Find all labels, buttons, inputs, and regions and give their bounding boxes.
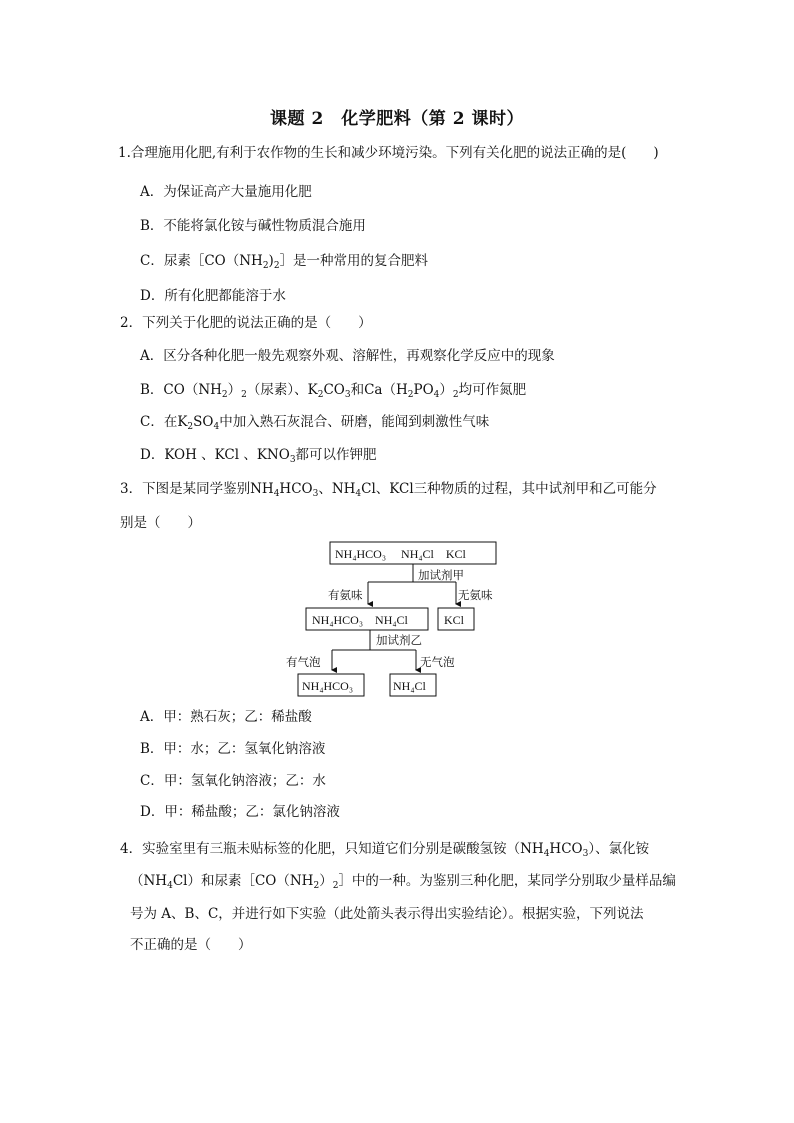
- q2-b-s7: 2: [452, 390, 459, 400]
- q3-stem-s3: 4: [355, 489, 362, 499]
- q2-b-t6: PO: [413, 382, 434, 398]
- q4-line3: 号为 A、B、C，并进行如下实验（此处箭头表示得出实验结论）。根据实验，下列说法: [130, 906, 644, 922]
- q4-l2-s1: 4: [167, 881, 173, 891]
- top-substances-text: NH₄HCO₃ NH₄Cl KCl: [335, 547, 466, 561]
- q2-b-s4: 3: [344, 390, 351, 400]
- q4-l1-s2: 3: [582, 849, 589, 859]
- q2-c-t3: 中加入熟石灰混合、研磨，能闻到刺激性气味: [219, 414, 490, 430]
- q4-l2-s3: 2: [332, 881, 339, 891]
- q4-l1-s1: 4: [543, 849, 550, 859]
- q2-b-t7: ）: [439, 382, 453, 398]
- q2-option-d: [140, 446, 377, 464]
- q1-c-sub1: 2: [262, 261, 269, 271]
- q4-line2: [130, 872, 676, 890]
- q2-b-t5: 和Ca（H: [350, 382, 408, 398]
- q3-stem-t2: HCO: [279, 481, 313, 497]
- q3-stem-t3: 、NH: [318, 481, 356, 497]
- q1-c-sub2: 2: [273, 261, 280, 271]
- q2-b-t4: CO: [323, 382, 345, 398]
- q2-d-t1: D．KOH 、KCl 、KNO: [140, 447, 290, 463]
- q4-l2-t1: （NH: [130, 873, 168, 889]
- q4-line1: [120, 840, 649, 858]
- q2-option-c: [140, 413, 489, 431]
- q4-l2-t2: Cl）和尿素［CO（NH: [172, 873, 314, 889]
- q2-c-s2: 4: [213, 422, 220, 432]
- q2-b-t1: B．CO（NH: [140, 382, 222, 398]
- q2-b-t2: ）: [227, 382, 242, 398]
- q3-option-b: B．甲：水；乙：氢氧化钠溶液: [140, 741, 326, 757]
- q3-stem: [120, 480, 657, 498]
- q2-option-b: [140, 381, 526, 399]
- identification-flowchart: [280, 536, 520, 706]
- q1-c-text1: C．尿素［CO（NH: [140, 253, 263, 269]
- mid-substances-text: NH₄HCO₃ NH₄Cl: [312, 613, 408, 627]
- nh4cl-result-text: NH₄Cl: [393, 679, 426, 693]
- q1-option-d: D．所有化肥都能溶于水: [140, 288, 286, 304]
- q2-option-a: A．区分各种化肥一般先观察外观、溶解性，再观察化学反应中的现象: [140, 348, 555, 364]
- reagent-b-label: 加试剂乙: [376, 635, 422, 647]
- q4-l2-t4: ］中的一种。为鉴别三种化肥，某同学分别取少量样品编: [338, 873, 676, 889]
- q3-stem-s1: 4: [273, 489, 280, 499]
- q3-stem-s2: 3: [312, 489, 319, 499]
- q4-l1-t2: HCO: [549, 841, 583, 857]
- q3-stem-t1: 3．下图是某同学鉴别NH: [120, 481, 274, 497]
- q1-option-a: A．为保证高产大量施用化肥: [140, 184, 312, 200]
- q2-b-s3: 2: [317, 390, 324, 400]
- q3-stem-t4: Cl、KCl三种物质的过程，其中试剂甲和乙可能分: [361, 481, 657, 497]
- q1-option-b: B．不能将氯化铵与碱性物质混合施用: [140, 218, 366, 234]
- q2-b-t8: 均可作氮肥: [458, 382, 527, 398]
- q2-b-s1: 2: [221, 390, 228, 400]
- no-bubbles-label: 无气泡: [420, 657, 455, 669]
- q1-c-text2: ): [268, 253, 274, 269]
- q2-b-s6: 4: [433, 390, 440, 400]
- q2-stem: 2．下列关于化肥的说法正确的是（ ）: [120, 315, 372, 331]
- q2-c-t1: C．在K: [140, 414, 188, 430]
- q4-l2-s2: 2: [313, 881, 320, 891]
- q4-l2-t3: ）: [319, 873, 333, 889]
- q2-d-t2: 都可以作钾肥: [295, 447, 377, 463]
- q1-stem: 1.合理施用化肥,有利于农作物的生长和减少环境污染。下列有关化肥的说法正确的是( ): [118, 145, 659, 161]
- q2-c-t2: SO: [193, 414, 214, 430]
- q2-b-t3: （尿素）、K: [246, 382, 318, 398]
- has-bubbles-label: 有气泡: [286, 657, 321, 669]
- reagent-a-label: 加试剂甲: [418, 570, 464, 582]
- q4-l1-t3: ）、氯化铵: [588, 841, 650, 857]
- kcl-result-text: KCl: [444, 613, 465, 627]
- q1-c-text3: ］是一种常用的复合肥料: [279, 253, 429, 269]
- q2-b-s2: 2: [241, 390, 247, 400]
- has-ammonia-smell-label: 有氨味: [328, 590, 363, 602]
- page-title: 课题 2 化学肥料（第 2 课时）: [270, 109, 524, 129]
- q3-stem-line2: 别是（ ）: [120, 515, 201, 531]
- q3-option-a: A．甲：熟石灰；乙：稀盐酸: [140, 709, 312, 725]
- q2-c-s1: 2: [187, 422, 194, 432]
- q3-option-c: C．甲：氢氧化钠溶液；乙：水: [140, 773, 326, 789]
- q4-line4: 不正确的是（ ）: [130, 937, 252, 953]
- nh4hco3-result-text: NH₄HCO₃: [302, 679, 354, 693]
- q2-b-s5: 2: [407, 390, 414, 400]
- q2-d-s1: 3: [289, 455, 296, 465]
- q4-l1-t1: 4．实验室里有三瓶未贴标签的化肥，只知道它们分别是碳酸氢铵（NH: [120, 841, 544, 857]
- q3-option-d: D．甲：稀盐酸；乙：氯化钠溶液: [140, 804, 340, 820]
- no-ammonia-smell-label: 无氨味: [458, 590, 493, 602]
- q1-option-c: [140, 252, 428, 270]
